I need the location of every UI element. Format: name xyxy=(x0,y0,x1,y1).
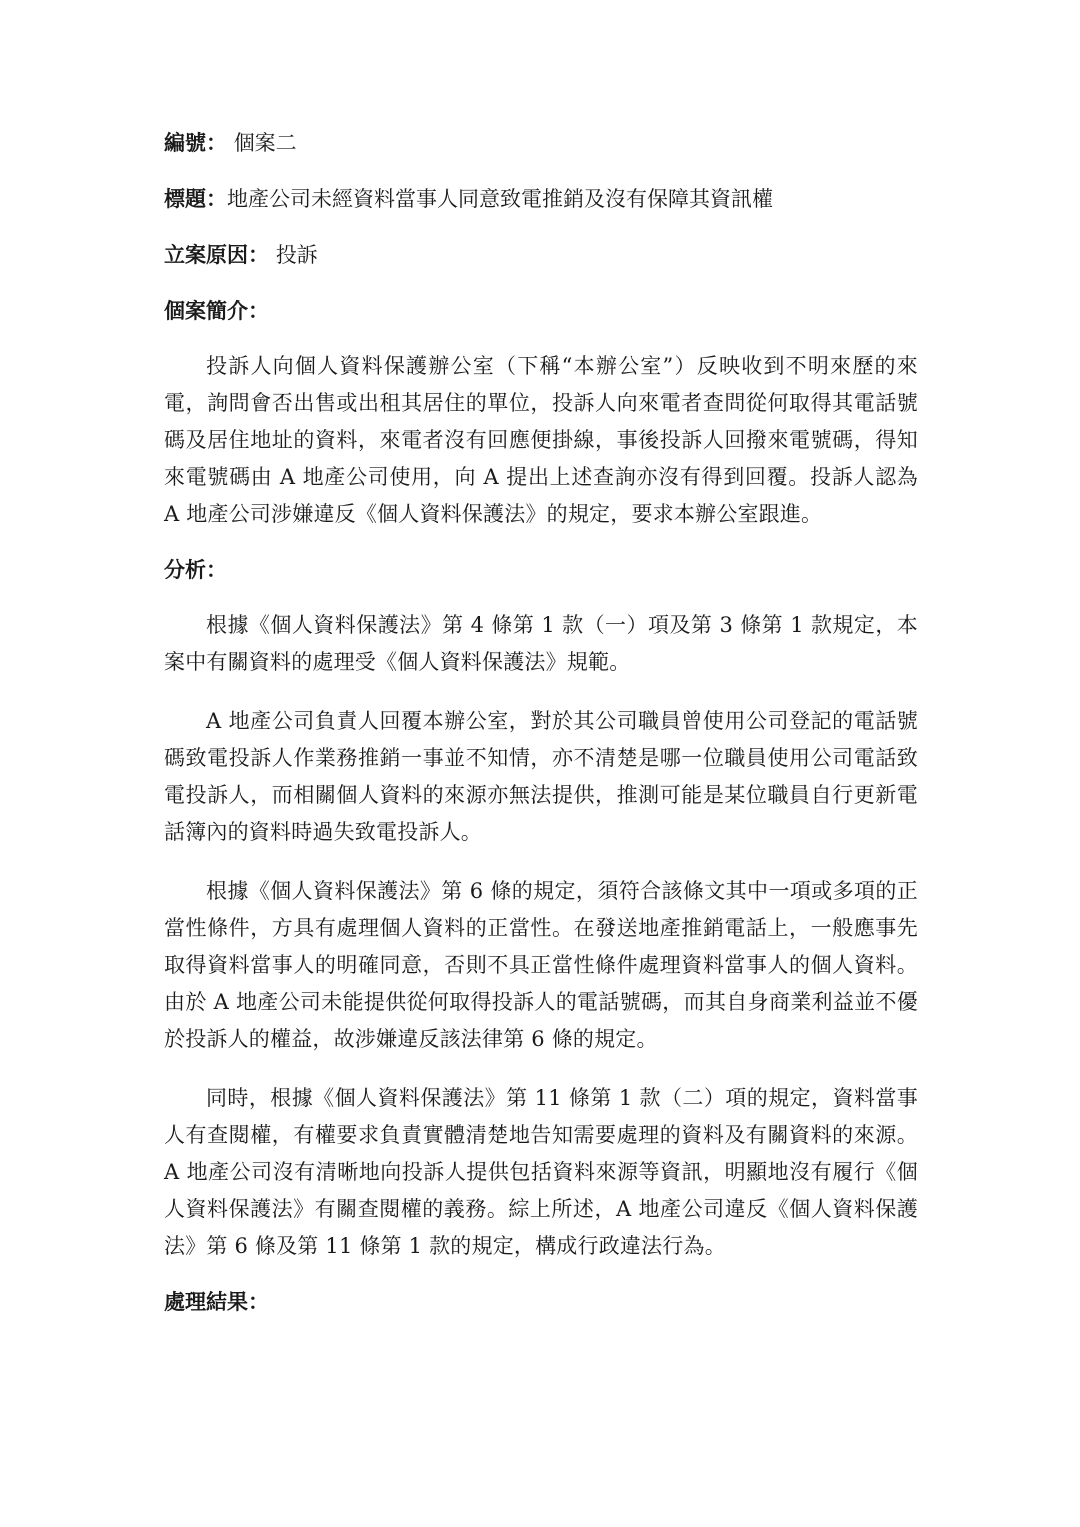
case-reason-value: 投訴 xyxy=(275,243,318,267)
case-title-line xyxy=(164,184,918,214)
case-reason-line xyxy=(164,240,918,270)
case-number-value: 個案二 xyxy=(233,131,297,155)
case-number-label: 編號： xyxy=(164,130,227,155)
result-heading: 處理結果： xyxy=(164,1289,269,1314)
analysis-heading: 分析： xyxy=(164,557,227,582)
summary-heading: 個案簡介： xyxy=(164,298,269,323)
document-page xyxy=(164,128,918,1339)
analysis-paragraph: 根據《個人資料保護法》第 4 條第 1 款（一）項及第 3 條第 1 款規定，本案中有關資料的處理受《個人資料保護法》規範。 xyxy=(164,613,918,674)
summary-paragraph: 投訴人向個人資料保護辦公室（下稱“本辦公室”）反映收到不明來歷的來電，詢問會否出售或出租其居住的單位，投訴人向來電者查問從何取得其電話號碼及居住地址的資料，來電者沒有回應便掛線，事後投訴人回撥來電號碼，得知來電號碼由 A 地產公司使用，向 A 提出上述查詢亦沒有得到回覆。投訴人認為 A 地產公司涉嫌違反《個人資料保護法》的規定，要求本辦公室跟進。 xyxy=(164,354,918,526)
case-title-label: 標題： xyxy=(164,186,227,211)
analysis-paragraph: A 地產公司負責人回覆本辦公室，對於其公司職員曾使用公司登記的電話號碼致電投訴人作業務推銷一事並不知情，亦不清楚是哪一位職員使用公司電話致電投訴人，而相關個人資料的來源亦無法提供，推測可能是某位職員自行更新電話簿內的資料時過失致電投訴人。 xyxy=(164,709,918,844)
case-title-value: 地產公司未經資料當事人同意致電推銷及沒有保障其資訊權 xyxy=(227,187,773,211)
analysis-paragraph: 同時，根據《個人資料保護法》第 11 條第 1 款（二）項的規定，資料當事人有查閱權，有權要求負責實體清楚地告知需要處理的資料及有關資料的來源。A 地產公司沒有清晰地向投訴人提供包括資料來源等資訊，明顯地沒有履行《個人資料保護法》有關查閱權的義務。綜上所述，A 地產公司違反《個人資料保護法》第 6 條及第 11 條第 1 款的規定，構成行政違法行為。 xyxy=(164,1086,918,1258)
case-number-line xyxy=(164,128,918,158)
case-reason-label: 立案原因： xyxy=(164,242,269,267)
analysis-paragraph: 根據《個人資料保護法》第 6 條的規定，須符合該條文其中一項或多項的正當性條件，方具有處理個人資料的正當性。在發送地產推銷電話上，一般應事先取得資料當事人的明確同意，否則不具正當性條件處理資料當事人的個人資料。由於 A 地產公司未能提供從何取得投訴人的電話號碼，而其自身商業利益並不優於投訴人的權益，故涉嫌違反該法律第 6 條的規定。 xyxy=(164,879,918,1051)
